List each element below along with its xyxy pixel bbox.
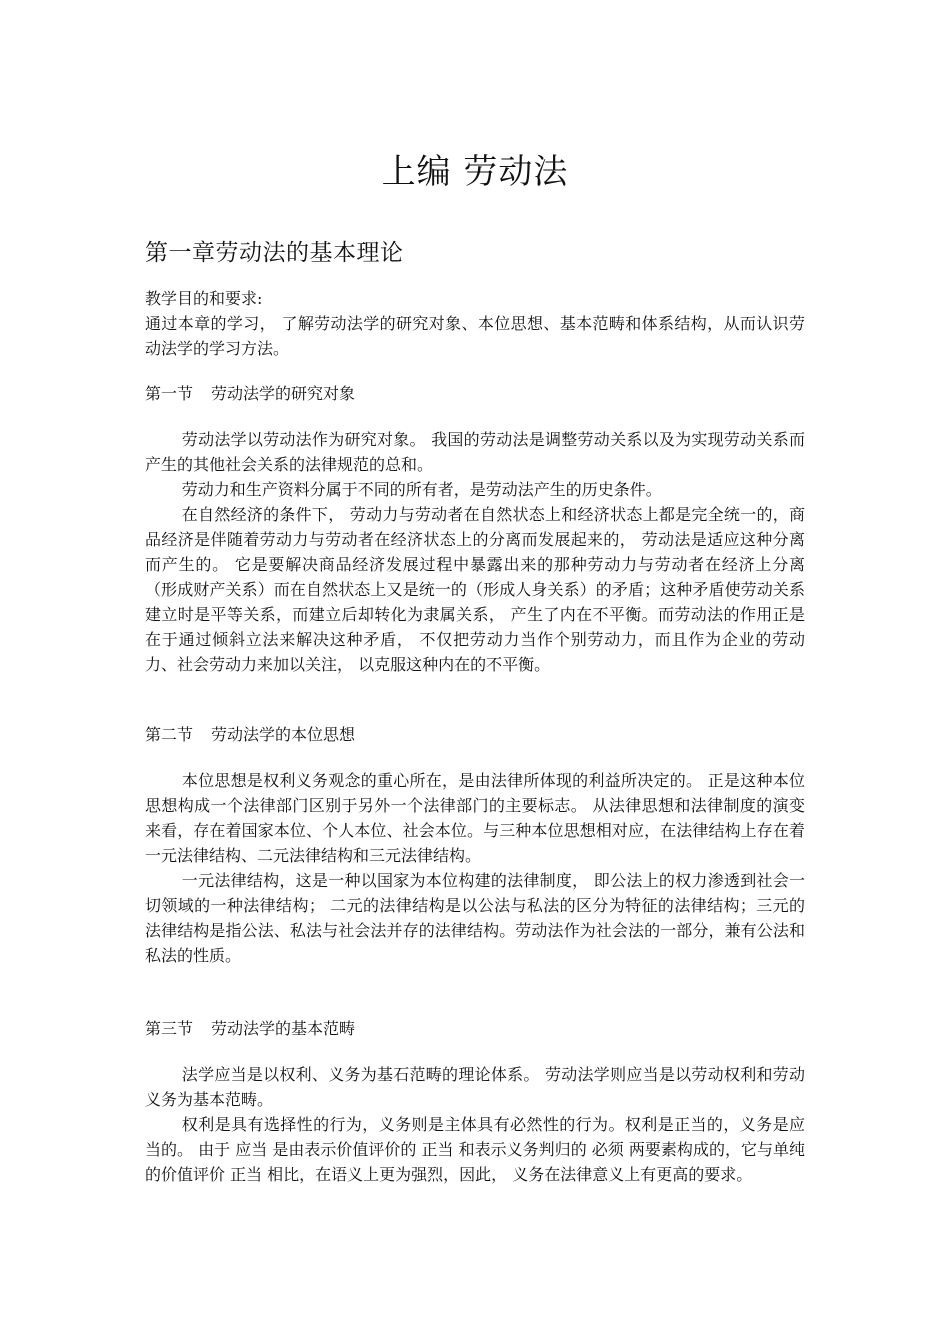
objectives-label: 教学目的和要求: <box>145 289 263 308</box>
part-title: 上编 劳动法 <box>381 152 569 192</box>
section-3-title: 劳动法学的基本范畴 <box>211 1019 356 1038</box>
section-2-title: 劳动法学的本位思想 <box>211 725 356 744</box>
section-1-number: 第一节 <box>145 384 194 403</box>
paragraph: 本位思想是权利义务观念的重心所在，是由法律所体现的利益所决定的。 正是这种本位思想构成一个法律部门区别于另外一个法律部门的主要标志。 从法律思想和法律制度的演变来看，存在着国家本位、个人本位、社会本位。与三种本位思想相对应，在法律结构上存在着一元法律结构、二元法律结构和三元法律结构。 <box>145 771 805 865</box>
section-3-heading <box>145 1016 355 1041</box>
section-1-body <box>145 427 805 677</box>
paragraph: 劳动力和生产资料分属于不同的所有者，是劳动法产生的历史条件。 <box>181 480 662 499</box>
section-2-heading <box>145 722 355 747</box>
paragraph: 劳动法学以劳动法作为研究对象。 我国的劳动法是调整劳动关系以及为实现劳动关系而产生的其他社会关系的法律规范的总和。 <box>145 430 805 474</box>
paragraph: 在自然经济的条件下， 劳动力与劳动者在自然状态上和经济状态上都是完全统一的，商品经济是伴随着劳动力与劳动者在经济状态上的分离而发展起来的， 劳动法是适应这种分离而产生的。 它是要解决商品经济发展过程中暴露出来的那种劳动力与劳动者在经济上分离（形成财产关系）而在自然状态上又是统一的（形成人身关系）的矛盾；这种矛盾使劳动关系建立时是平等关系，而建立后却转化为隶属关系， 产生了内在不平衡。而劳动法的作用正是在于通过倾斜立法来解决这种矛盾， 不仅把劳动力当作个别劳动力，而且作为企业的劳动力、社会劳动力来加以关注， 以克服这种内在的不平衡。 <box>145 505 805 674</box>
objectives-block <box>145 286 805 361</box>
paragraph: 权利是具有选择性的行为，义务则是主体具有必然性的行为。权利是正当的，义务是应当的。 由于 应当 是由表示价值评价的 正当 和表示义务判归的 必须 两要素构成的，它与单纯的价值评价 正当 相比，在语义上更为强烈，因此， 义务在法律意义上有更高的要求。 <box>145 1115 805 1184</box>
paragraph: 法学应当是以权利、义务为基石范畴的理论体系。 劳动法学则应当是以劳动权利和劳动义务为基本范畴。 <box>145 1065 805 1109</box>
section-1-title: 劳动法学的研究对象 <box>211 384 356 403</box>
chapter-title: 第一章劳动法的基本理论 <box>145 240 404 266</box>
section-3-number: 第三节 <box>145 1019 194 1038</box>
section-1-heading <box>145 381 355 406</box>
paragraph: 一元法律结构，这是一种以国家为本位构建的法律制度， 即公法上的权力渗透到社会一切领域的一种法律结构； 二元的法律结构是以公法与私法的区分为特征的法律结构；三元的法律结构是指公法、私法与社会法并存的法律结构。劳动法作为社会法的一部分，兼有公法和私法的性质。 <box>145 871 805 965</box>
section-3-body <box>145 1062 805 1187</box>
section-2-body <box>145 768 805 968</box>
objectives-text: 通过本章的学习， 了解劳动法学的研究对象、本位思想、基本范畴和体系结构，从而认识劳动法学的学习方法。 <box>145 314 805 358</box>
section-2-number: 第二节 <box>145 725 194 744</box>
